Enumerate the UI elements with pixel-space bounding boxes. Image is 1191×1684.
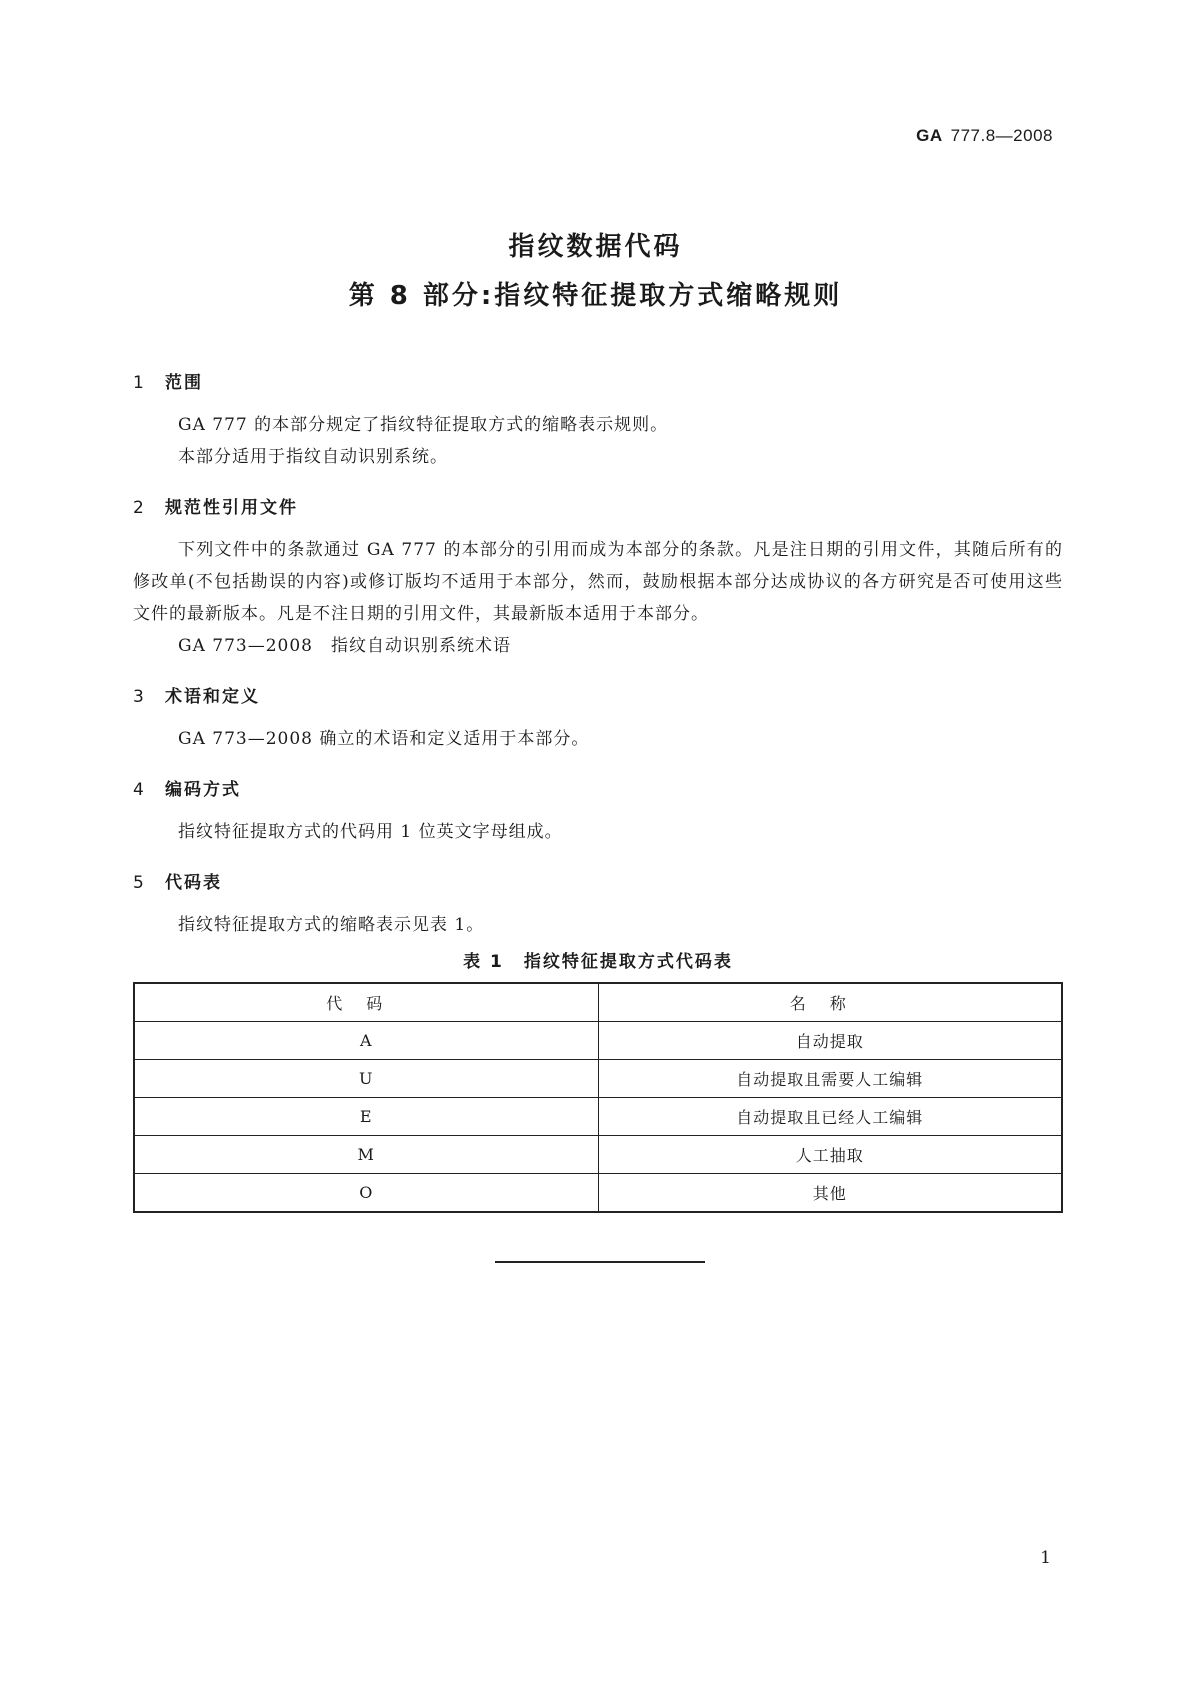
section-heading-scope bbox=[133, 368, 1063, 393]
table-header-row bbox=[134, 983, 1062, 1022]
standard-code bbox=[916, 126, 1053, 146]
paragraph: 指纹特征提取方式的代码用 1 位英文字母组成。 bbox=[178, 822, 563, 842]
title-line-2: 第 8 部分:指纹特征提取方式缩略规则 bbox=[348, 281, 843, 311]
section-number: 1 bbox=[133, 373, 146, 393]
table-row bbox=[134, 1136, 1062, 1174]
paragraph: GA 777 的本部分规定了指纹特征提取方式的缩略表示规则。 bbox=[178, 415, 669, 435]
standard-number: 777.8—2008 bbox=[950, 126, 1053, 145]
name-cell: 自动提取且需要人工编辑 bbox=[598, 1060, 1062, 1098]
section-number: 3 bbox=[133, 687, 146, 707]
section-title: 规范性引用文件 bbox=[165, 498, 298, 518]
table-caption bbox=[133, 947, 1063, 972]
name-cell: 自动提取 bbox=[598, 1022, 1062, 1060]
column-header-code: 代码 bbox=[134, 983, 598, 1022]
paragraph: 指纹特征提取方式的缩略表示见表 1。 bbox=[178, 915, 485, 935]
section-heading-terms bbox=[133, 682, 1063, 707]
page-number: 1 bbox=[1040, 1548, 1051, 1568]
code-table bbox=[133, 982, 1063, 1213]
code-cell: E bbox=[134, 1098, 598, 1136]
table-row bbox=[134, 1022, 1062, 1060]
section-number: 2 bbox=[133, 498, 146, 518]
table-row bbox=[134, 1174, 1062, 1213]
name-cell: 人工抽取 bbox=[598, 1136, 1062, 1174]
document-title bbox=[0, 226, 1191, 312]
table-caption-title: 指纹特征提取方式代码表 bbox=[523, 952, 733, 972]
reference-entry: GA 773—2008 指纹自动识别系统术语 bbox=[178, 636, 511, 656]
column-header-name: 名称 bbox=[598, 983, 1062, 1022]
title-line-1: 指纹数据代码 bbox=[508, 232, 683, 262]
section-number: 5 bbox=[133, 873, 146, 893]
table-row bbox=[134, 1098, 1062, 1136]
document-body bbox=[133, 368, 1063, 1213]
standard-prefix: GA bbox=[916, 126, 943, 145]
section-heading-normative-references bbox=[133, 493, 1063, 518]
name-cell: 自动提取且已经人工编辑 bbox=[598, 1098, 1062, 1136]
end-of-document-rule bbox=[495, 1261, 705, 1263]
code-cell: U bbox=[134, 1060, 598, 1098]
paragraph: GA 773—2008 确立的术语和定义适用于本部分。 bbox=[178, 729, 590, 749]
table-caption-label: 表 1 bbox=[463, 952, 504, 972]
section-title: 代码表 bbox=[165, 873, 222, 893]
section-title: 范围 bbox=[165, 373, 203, 393]
paragraph: 本部分适用于指纹自动识别系统。 bbox=[178, 447, 448, 467]
table-row bbox=[134, 1060, 1062, 1098]
code-cell: O bbox=[134, 1174, 598, 1213]
name-cell: 其他 bbox=[598, 1174, 1062, 1213]
section-heading-encoding bbox=[133, 775, 1063, 800]
code-cell: M bbox=[134, 1136, 598, 1174]
section-heading-code-table bbox=[133, 868, 1063, 893]
section-title: 术语和定义 bbox=[165, 687, 260, 707]
paragraph: 下列文件中的条款通过 GA 777 的本部分的引用而成为本部分的条款。凡是注日期的引用文件，其随后所有的修改单(不包括勘误的内容)或修订版均不适用于本部分，然而，鼓励根据本部分达成协议的各方研究是否可使用这些文件的最新版本。凡是不注日期的引用文件，其最新版本适用于本部分。 bbox=[133, 540, 1063, 624]
section-number: 4 bbox=[133, 780, 146, 800]
code-cell: A bbox=[134, 1022, 598, 1060]
section-title: 编码方式 bbox=[165, 780, 241, 800]
